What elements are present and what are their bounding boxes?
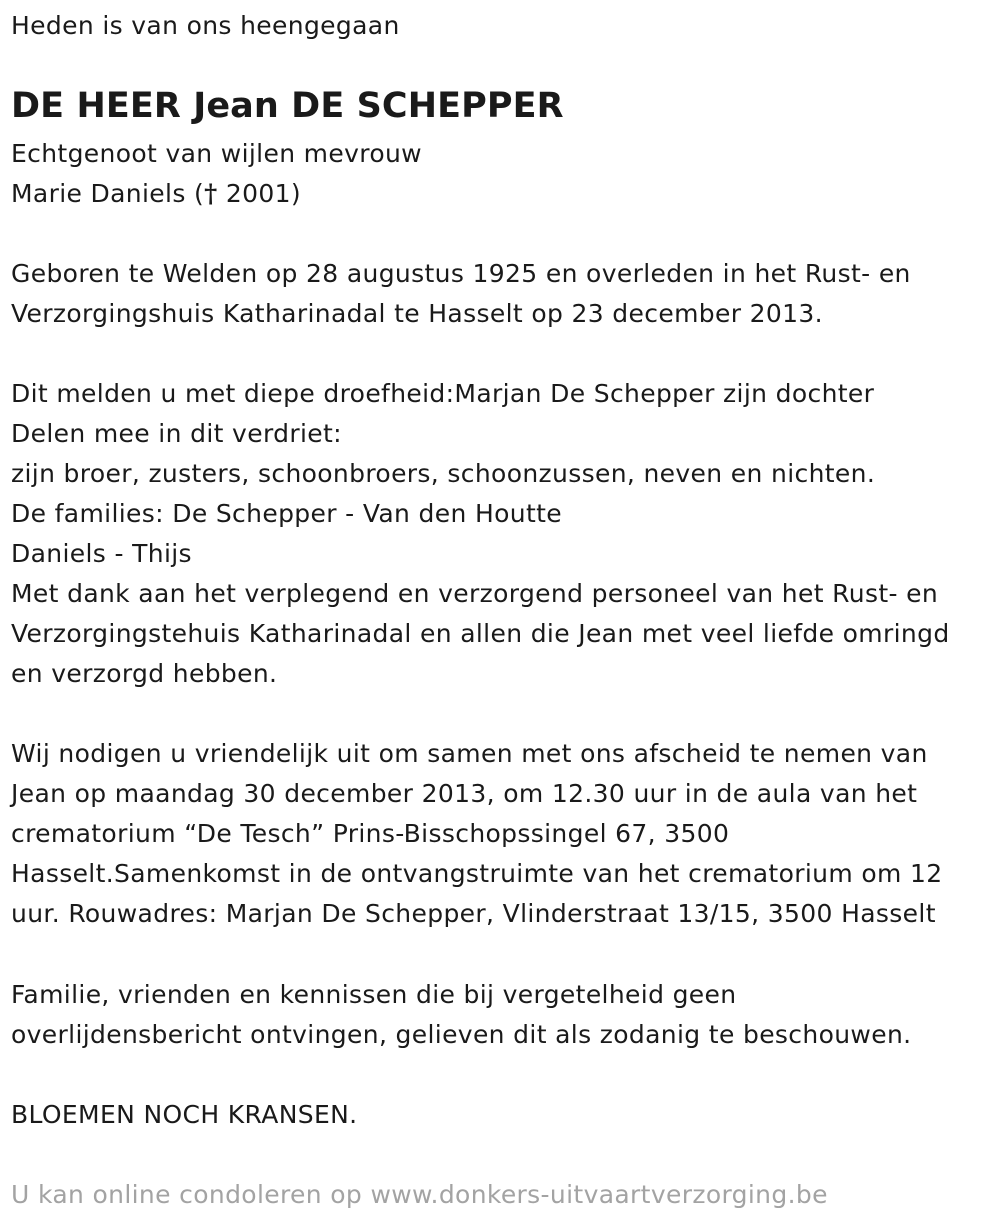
- cross-icon: †: [204, 179, 218, 208]
- opening-line: Heden is van ons heengegaan: [11, 11, 400, 40]
- family-line: zijn broer, zusters, schoonbroers, schoonzussen, neven en nichten.: [11, 459, 876, 488]
- family-line: en verzorgd hebben.: [11, 659, 278, 688]
- birth-death-line: Verzorgingshuis Katharinadal te Hasselt op 23 december 2013.: [11, 299, 823, 328]
- notice-note-line: Familie, vrienden en kennissen die bij vergetelheid geen: [11, 980, 737, 1009]
- ceremony-line: crematorium “De Tesch” Prins-Bisschopssingel 67, 3500: [11, 819, 730, 848]
- spouse-name: Marie Daniels (: [11, 179, 205, 208]
- family-line: Dit melden u met diepe droefheid:Marjan De Schepper zijn dochter: [11, 379, 875, 408]
- flowers-line: BLOEMEN NOCH KRANSEN.: [11, 1100, 358, 1129]
- spouse-year: 2001): [217, 179, 301, 208]
- ceremony-line: Hasselt.Samenkomst in de ontvangstruimte van het crematorium om 12: [11, 859, 943, 888]
- family-line: Daniels - Thijs: [11, 539, 192, 568]
- deceased-name: DE HEER Jean DE SCHEPPER: [11, 86, 564, 126]
- spouse-line: Echtgenoot van wijlen mevrouw: [11, 139, 422, 168]
- family-line: De families: De Schepper - Van den Houtte: [11, 499, 562, 528]
- family-line: Met dank aan het verplegend en verzorgend personeel van het Rust- en: [11, 579, 939, 608]
- ceremony-line: uur. Rouwadres: Marjan De Schepper, Vlinderstraat 13/15, 3500 Hasselt: [11, 899, 936, 928]
- ceremony-line: Wij nodigen u vriendelijk uit om samen met ons afscheid te nemen van: [11, 739, 928, 768]
- notice-note-line: overlijdensbericht ontvingen, gelieven dit als zodanig te beschouwen.: [11, 1020, 912, 1049]
- spouse-name-line: [11, 174, 301, 214]
- condolence-footer: U kan online condoleren op www.donkers-uitvaartverzorging.be: [11, 1180, 828, 1209]
- family-line: Verzorgingstehuis Katharinadal en allen die Jean met veel liefde omringd: [11, 619, 950, 648]
- family-line: Delen mee in dit verdriet:: [11, 419, 342, 448]
- ceremony-line: Jean op maandag 30 december 2013, om 12.30 uur in de aula van het: [11, 779, 918, 808]
- birth-death-line: Geboren te Welden op 28 augustus 1925 en overleden in het Rust- en: [11, 259, 911, 288]
